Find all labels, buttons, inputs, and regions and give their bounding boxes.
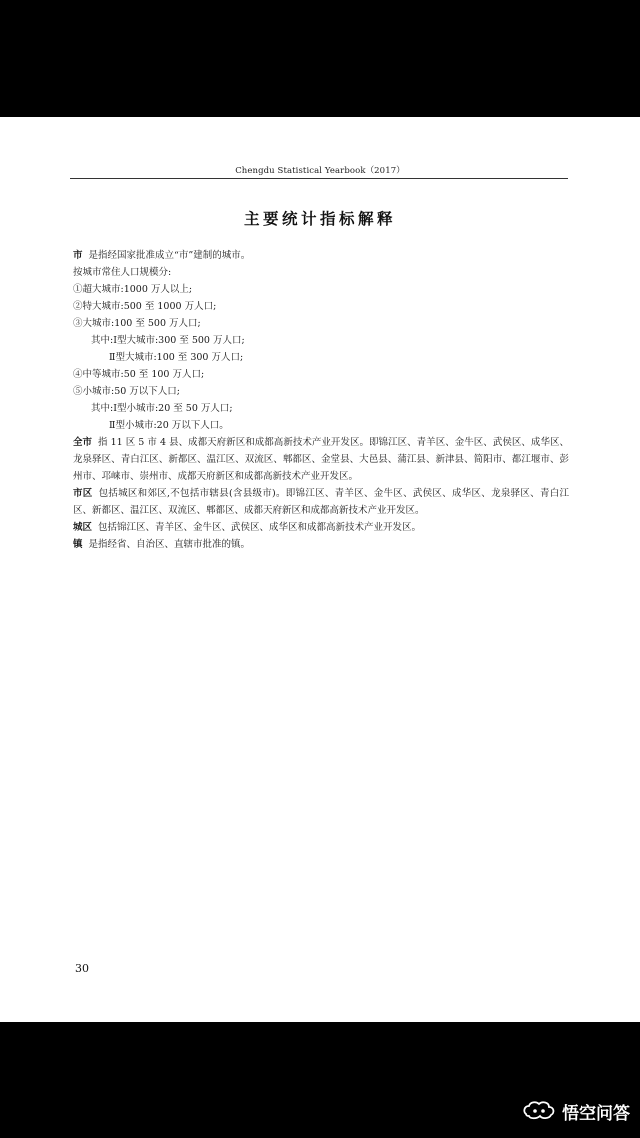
watermark xyxy=(522,1096,630,1126)
header-rule xyxy=(70,178,568,179)
definition-shiqu xyxy=(73,485,569,519)
definition-zhen xyxy=(73,536,569,553)
term-label: 城区 xyxy=(73,522,93,533)
term-definition: 指 11 区 5 市 4 县、成都天府新区和成都高新技术产业开发区。即锦江区、青羊区、金牛区、武侯区、成华区、龙泉驿区、青白江区、新都区、温江区、双流区、郫都区、金堂县、大邑县、蒲江县、新津县、简阳市、都江堰市、彭州市、邛崃市、崇州市、成都天府新区和成都高新技术产业开发区。 xyxy=(73,437,569,482)
term-definition: 是指经省、自治区、直辖市批准的镇。 xyxy=(88,539,251,550)
city-class-2: ②特大城市:500 至 1000 万人口; xyxy=(73,301,217,312)
city-class-5: ⑤小城市:50 万以下人口; xyxy=(73,386,181,397)
definition-chengqu xyxy=(73,519,569,536)
page-title: 主要统计指标解释 xyxy=(243,209,396,228)
definitions-body xyxy=(73,247,569,553)
wukong-logo-icon xyxy=(522,1100,556,1122)
city-class-5a: 其中:Ⅰ型小城市:20 至 50 万人口; xyxy=(91,403,233,414)
term-definition: 是指经国家批准成立“市”建制的城市。 xyxy=(88,250,251,261)
watermark-text: 悟空问答 xyxy=(562,1103,630,1124)
definition-quanshi xyxy=(73,434,569,485)
city-class-3: ③大城市:100 至 500 万人口; xyxy=(73,318,201,329)
definition-shi xyxy=(73,247,569,264)
city-class-3a: 其中:Ⅰ型大城市:300 至 500 万人口; xyxy=(91,335,245,346)
term-definition: 包括锦江区、青羊区、金牛区、武侯区、成华区和成都高新技术产业开发区。 xyxy=(98,522,422,533)
document-page xyxy=(0,117,640,1022)
term-label: 市区 xyxy=(73,488,93,499)
city-class-1: ①超大城市:1000 万人以上; xyxy=(73,284,193,295)
city-class-3b: Ⅱ型大城市:100 至 300 万人口; xyxy=(109,352,244,363)
term-definition: 包括城区和郊区,不包括市辖县(含县级市)。即锦江区、青羊区、金牛区、武侯区、成华区、龙泉驿区、青白江区、新都区、温江区、双流区、郫都区、成都天府新区和成都高新技术产业开发区。 xyxy=(73,488,569,516)
city-class-5b: Ⅱ型小城市:20 万以下人口。 xyxy=(109,420,229,431)
term-label: 市 xyxy=(73,250,83,261)
city-class-4: ④中等城市:50 至 100 万人口; xyxy=(73,369,205,380)
term-label: 镇 xyxy=(73,539,83,550)
page-number: 30 xyxy=(75,962,89,975)
scale-intro: 按城市常住人口规模分: xyxy=(73,267,172,278)
running-header: Chengdu Statistical Yearbook（2017） xyxy=(235,166,405,176)
term-label: 全市 xyxy=(73,437,93,448)
